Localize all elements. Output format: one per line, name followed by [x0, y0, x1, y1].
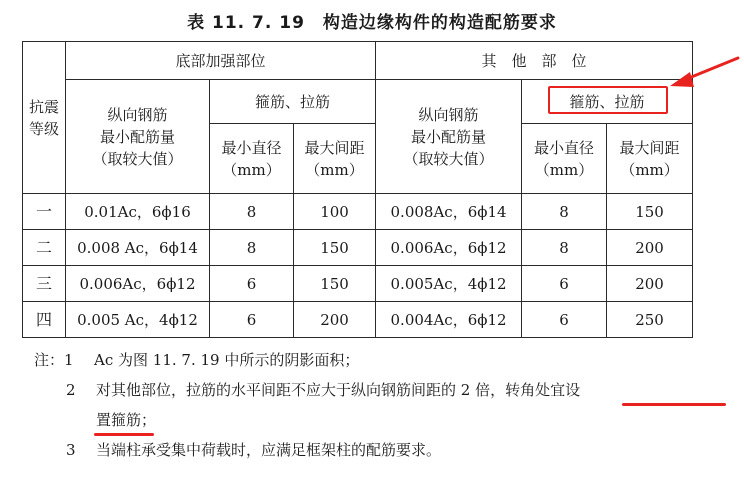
note-text: Ac 为图 11. 7. 19 中所示的阴影面积；: [94, 351, 360, 369]
note-item: [34, 345, 714, 375]
cell-bottom-spacing: 150: [294, 230, 376, 266]
header-bottom-long-rebar-text: 纵向钢筋 最小配筋量 （取较大值）: [92, 105, 183, 168]
note-item: [34, 435, 714, 465]
cell-bottom-long: 0.01Ac，6ϕ16: [66, 194, 210, 230]
cell-other-long: 0.005Ac，4ϕ12: [376, 266, 522, 302]
header-other-min-diameter-text: 最小直径 （mm）: [534, 138, 595, 179]
note-index: 1: [64, 351, 74, 369]
cell-other-diameter: 6: [522, 302, 607, 338]
cell-bottom-diameter: 8: [210, 230, 294, 266]
header-bottom-stirrup: 箍筋、拉筋: [210, 80, 376, 124]
cell-other-spacing: 200: [607, 266, 693, 302]
cell-other-spacing: 200: [607, 230, 693, 266]
cell-grade: 四: [23, 302, 66, 338]
table-title: 表 11. 7. 19 构造边缘构件的构造配筋要求: [187, 13, 557, 33]
header-other-parts: 其 他 部 位: [376, 42, 693, 80]
header-other-max-spacing-text: 最大间距 （mm）: [619, 138, 680, 179]
header-bottom-min-diameter-text: 最小直径 （mm）: [221, 138, 282, 179]
cell-other-diameter: 8: [522, 230, 607, 266]
cell-other-long: 0.004Ac，6ϕ12: [376, 302, 522, 338]
note-index: 3: [66, 441, 76, 459]
cell-other-diameter: 8: [522, 194, 607, 230]
cell-bottom-spacing: 150: [294, 266, 376, 302]
cell-other-spacing: 250: [607, 302, 693, 338]
note-text: 对其他部位，拉筋的水平间距不应大于纵向钢筋间距的 2 倍，转角处宜设: [96, 381, 581, 399]
cell-grade: 三: [23, 266, 66, 302]
note-item: [34, 375, 714, 405]
note-item: [34, 405, 714, 435]
cell-grade: 二: [23, 230, 66, 266]
header-other-long-rebar-text: 纵向钢筋 最小配筋量 （取较大值）: [403, 105, 494, 168]
cell-bottom-diameter: 6: [210, 302, 294, 338]
note-index: 2: [66, 381, 76, 399]
header-other-stirrup: 箍筋、拉筋: [522, 80, 693, 124]
cell-other-diameter: 6: [522, 266, 607, 302]
cell-grade: 一: [23, 194, 66, 230]
cell-bottom-diameter: 8: [210, 194, 294, 230]
cell-bottom-diameter: 6: [210, 266, 294, 302]
notes-label: 注：: [34, 351, 65, 369]
header-bottom-max-spacing-text: 最大间距 （mm）: [304, 138, 365, 179]
header-bottom-reinforced: 底部加强部位: [66, 42, 376, 80]
cell-other-spacing: 150: [607, 194, 693, 230]
cell-bottom-long: 0.005 Ac，4ϕ12: [66, 302, 210, 338]
cell-other-long: 0.006Ac，6ϕ12: [376, 230, 522, 266]
cell-bottom-spacing: 200: [294, 302, 376, 338]
notes-block: [34, 345, 714, 465]
cell-bottom-long: 0.008 Ac，6ϕ14: [66, 230, 210, 266]
cell-other-long: 0.008Ac，6ϕ14: [376, 194, 522, 230]
note-text: 置箍筋；: [96, 411, 157, 429]
note-text: 当端柱承受集中荷载时，应满足框架柱的配筋要求。: [96, 441, 442, 459]
header-seismic-grade-text: 抗震 等级: [28, 97, 59, 138]
cell-bottom-long: 0.006Ac，6ϕ12: [66, 266, 210, 302]
cell-bottom-spacing: 100: [294, 194, 376, 230]
